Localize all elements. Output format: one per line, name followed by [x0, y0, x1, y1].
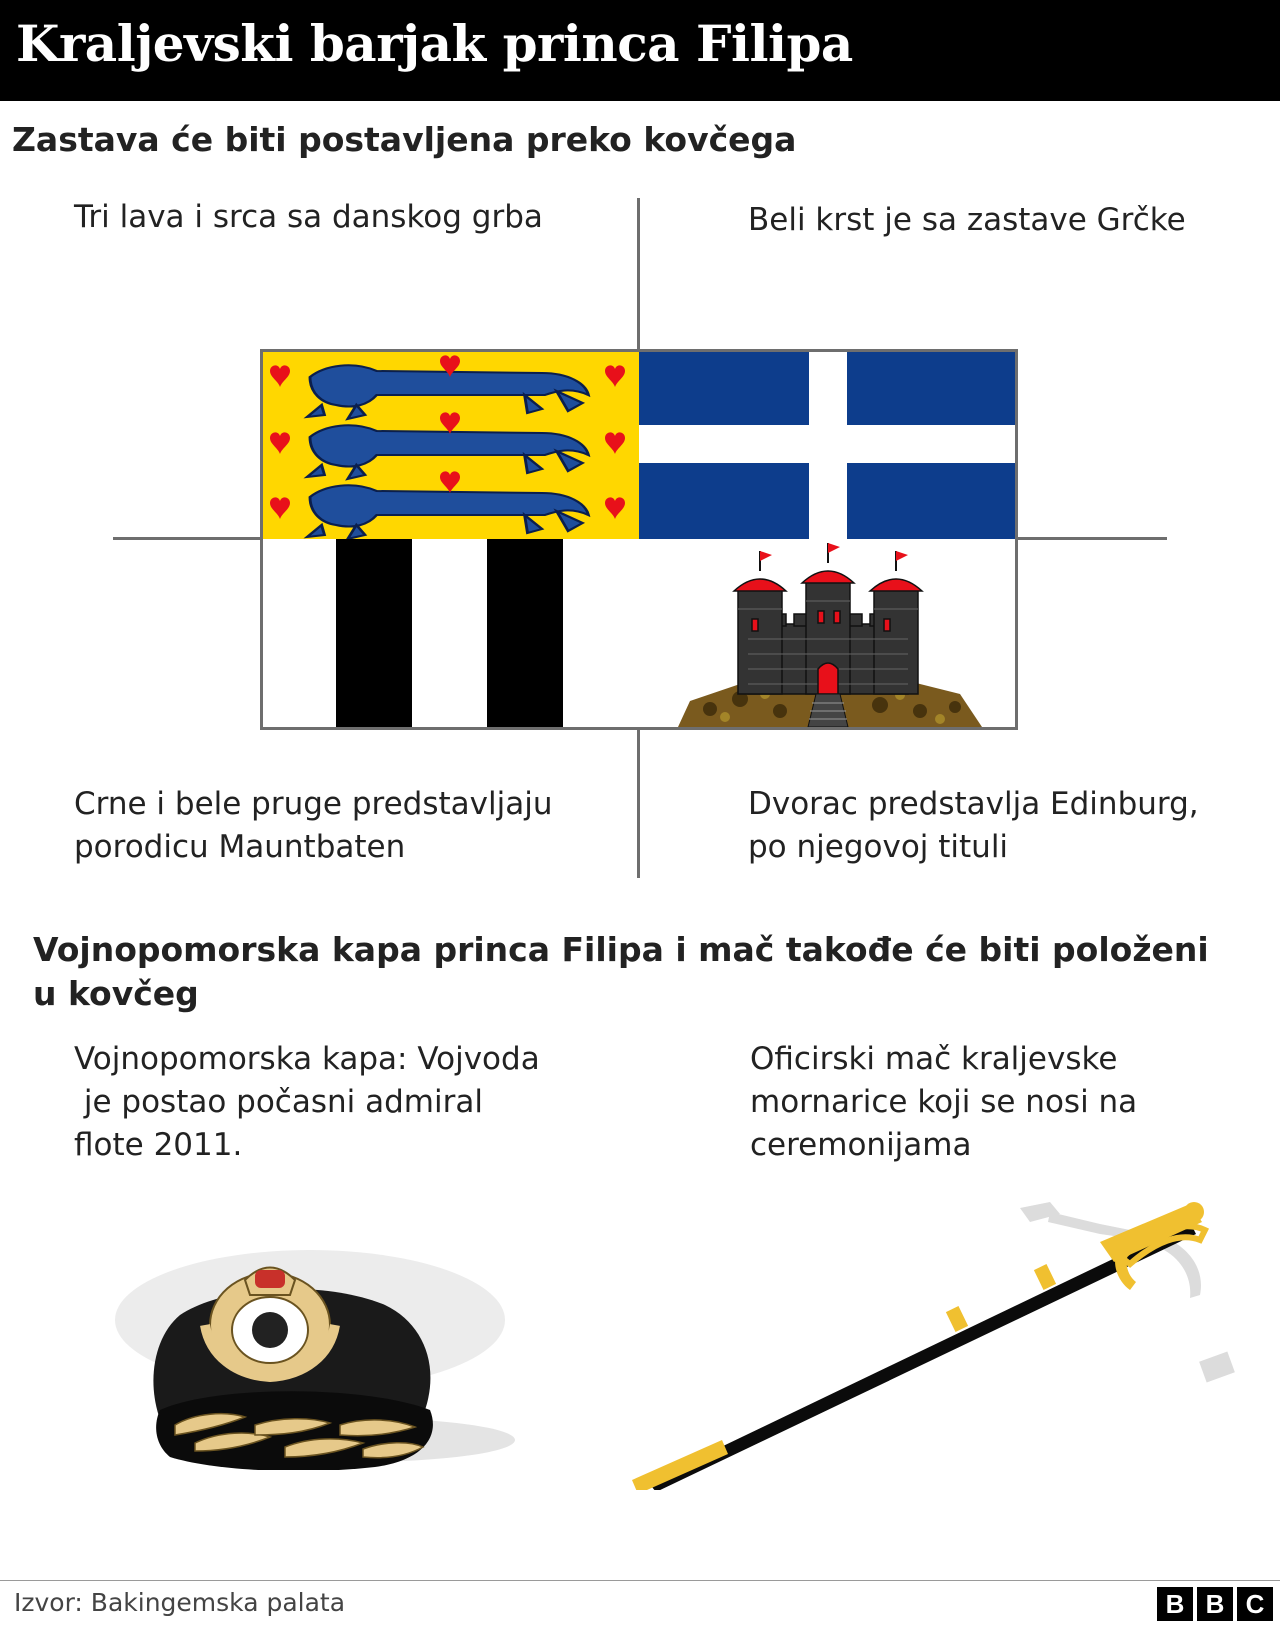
- divider-horizontal-left: [113, 537, 261, 540]
- flag-subtitle: Zastava će biti postavljena preko kovčega: [12, 120, 797, 159]
- mountbatten-quarter: [260, 539, 639, 730]
- caption-line: porodicu Mauntbaten: [74, 829, 406, 865]
- royal-standard-flag: [260, 349, 1018, 730]
- denmark-quarter: [260, 349, 639, 539]
- caption-line: mornarice koji se nosi na: [750, 1084, 1138, 1120]
- cap-caption: [74, 1038, 540, 1167]
- caption-line: je postao počasni admiral: [74, 1084, 483, 1120]
- caption-line: Oficirski mač kraljevske: [750, 1041, 1118, 1077]
- sword-caption: [750, 1038, 1137, 1167]
- top-right-caption: Beli krst je sa zastave Grčke: [748, 202, 1186, 238]
- greece-quarter: [639, 349, 1018, 539]
- top-left-caption: Tri lava i srca sa danskog grba: [74, 199, 543, 235]
- items-heading: Vojnopomorska kapa princa Filipa i mač takođe će biti položeni u kovčeg: [33, 930, 1209, 1013]
- divider-vertical-top: [637, 198, 640, 350]
- caption-line: Dvorac predstavlja Edinburg,: [748, 786, 1199, 822]
- naval-sword-icon: [630, 1200, 1250, 1490]
- page-title: Kraljevski barjak princa Filipa: [16, 14, 853, 73]
- caption-line: Vojnopomorska kapa: Vojvoda: [74, 1041, 540, 1077]
- logo-letter: C: [1237, 1587, 1273, 1621]
- logo-letter: B: [1197, 1587, 1233, 1621]
- divider-vertical-bottom: [637, 728, 640, 878]
- caption-line: Crne i bele pruge predstavljaju: [74, 786, 553, 822]
- title-bar: [0, 0, 1280, 101]
- bbc-logo: [1157, 1587, 1273, 1621]
- caption-line: flote 2011.: [74, 1127, 243, 1163]
- logo-letter: B: [1157, 1587, 1193, 1621]
- caption-line: po njegovoj tituli: [748, 829, 1009, 865]
- naval-cap-icon: [105, 1235, 525, 1470]
- bottom-left-caption: [74, 783, 552, 869]
- caption-line: ceremonijama: [750, 1127, 972, 1163]
- edinburgh-quarter: [639, 539, 1018, 730]
- footer-divider: [0, 1580, 1280, 1581]
- source-text: Izvor: Bakingemska palata: [14, 1588, 346, 1617]
- bottom-right-caption: [748, 783, 1199, 869]
- divider-horizontal-right: [1016, 537, 1167, 540]
